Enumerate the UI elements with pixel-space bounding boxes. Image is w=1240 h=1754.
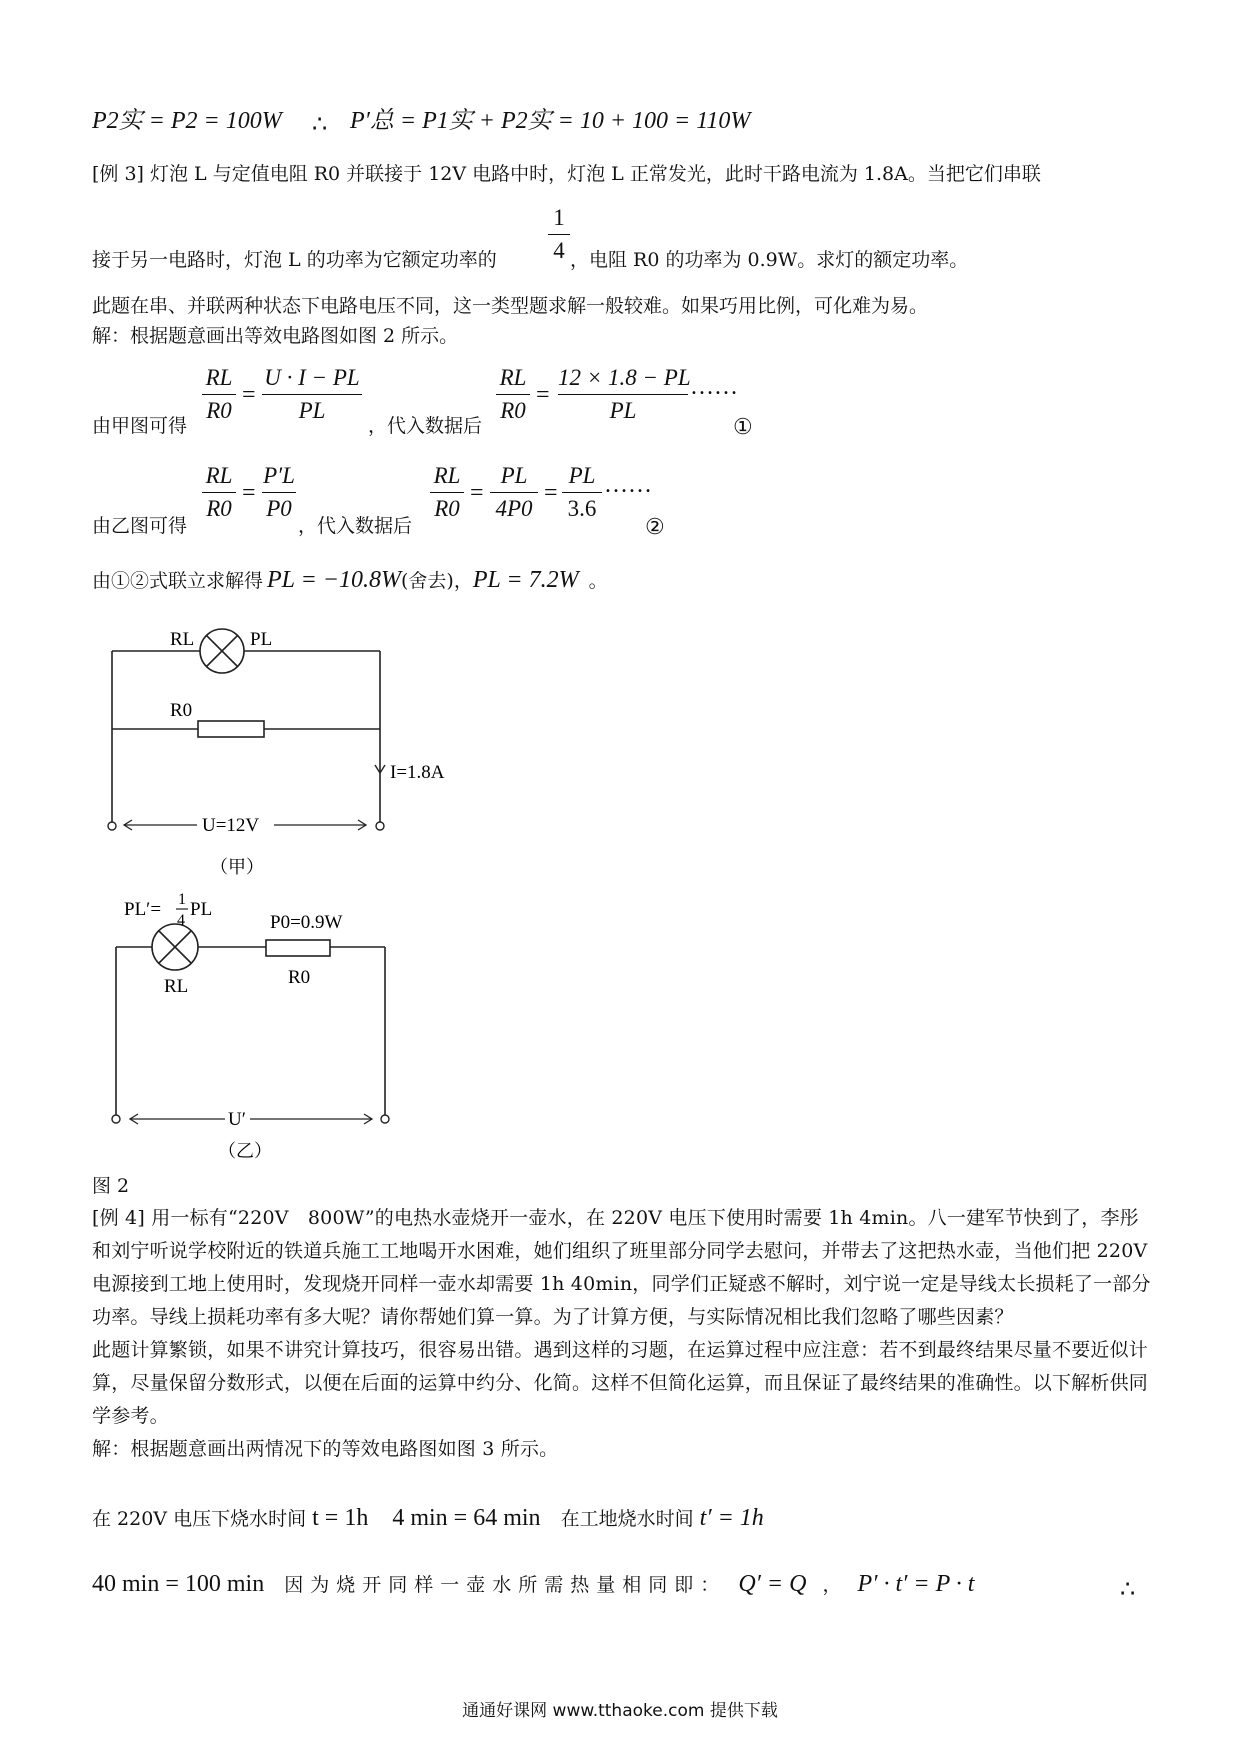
eq2-fraction-3: RL R0 (430, 462, 464, 523)
label-r0: R0 (288, 967, 311, 988)
eq1-mid: ，代入数据后 (368, 415, 483, 437)
final-eq-c: P′ · t′ = P · t (857, 1571, 975, 1597)
example3-line2a: 接于另一电路时，灯泡 L 的功率为它额定功率的 (92, 249, 497, 271)
solution-eq1: PL = −10.8W (267, 567, 401, 593)
time-b-prefix: 在工地烧水时间 (560, 1508, 694, 1530)
figure-label: 图 2 (92, 1175, 130, 1197)
voltage-arrow-icon (130, 1114, 372, 1124)
eq2-prefix: 由乙图可得 (92, 515, 188, 537)
solution-sep: ， (453, 570, 473, 592)
time-b-equation: t′ = 1h (699, 1505, 764, 1531)
quarter-fraction: 1 4 (548, 204, 570, 265)
eq1-fraction-3: RL R0 (496, 364, 530, 425)
resistor-icon (198, 721, 264, 737)
time-a-equation: t = 1h 4 min = 64 min (312, 1505, 541, 1531)
example3-line3: 此题在串、并联两种状态下电路电压不同，这一类型题求解一般较难。如果巧用比例，可化难为易。 (92, 295, 929, 317)
eq2-equals-3: = (544, 480, 558, 506)
example3-line1: [例 3] 灯泡 L 与定值电阻 R0 并联接于 12V 电路中时，灯泡 L 正常发光，此时干路电流为 1.8A。当把它们串联 (92, 163, 1041, 185)
eq1-dots: …… (690, 374, 738, 400)
eq1-fraction-4: 12 × 1.8 − PL PL (558, 365, 691, 423)
final-eq-b: Q′ = Q (738, 1571, 807, 1597)
eq2-mid: ，代入数据后 (298, 515, 413, 537)
caption-jia: （甲） (210, 857, 264, 877)
label-pl-prime: PL′= (124, 899, 162, 920)
label-pl-frac-num: 1 (178, 891, 186, 908)
circuit-diagram-parallel (80, 615, 500, 885)
eq2-fraction-1: RL R0 (202, 462, 236, 523)
eq2-mark: ② (645, 515, 665, 540)
example3-line4: 解：根据题意画出等效电路图如图 2 所示。 (92, 325, 459, 347)
top-right-equation: P′总 = P1实 + P2实 = 10 + 100 = 110W (350, 108, 751, 134)
example4-paragraph-1: [例 4] 用一标有“220V 800W”的电热水壶烧开一壶水，在 220V 电压下使用时需要 1h 4min。八一建军节快到了，李彤和刘宁听说学校附近的铁道兵施工工地喝开水困难，她们组织了班里部分同学去慰问，并带去了这把热水壶，当他们把 220V 电源接到工地上使用时，发现烧开同样一壶水却需要 1h 40min，同学们正疑惑不解时，刘宁说一定是导线太长损耗了一部分功率。导线上损耗功率有多大呢？请你帮她们算一算。为了计算方便，与实际情况相比我们忽略了哪些因素？ (92, 1207, 1151, 1328)
time-line (92, 1504, 764, 1533)
label-p0: P0=0.9W (270, 912, 343, 933)
eq2-equals-2: = (470, 480, 484, 506)
solution-note: (舍去) (400, 570, 454, 592)
example3-line2b: ，电阻 R0 的功率为 0.9W。求灯的额定功率。 (570, 249, 969, 271)
eq1-fraction-1: RL R0 (202, 364, 236, 425)
circuit-diagram-series (80, 885, 500, 1165)
label-voltage: U′ (228, 1109, 246, 1130)
label-rl: RL (164, 976, 189, 997)
example4-paragraph-3: 解：根据题意画出两情况下的等效电路图如图 3 所示。 (92, 1438, 559, 1460)
lamp-icon (152, 924, 198, 970)
final-sep: ， (822, 1574, 842, 1596)
top-left-equation: P2实 = P2 = 100W (92, 108, 282, 134)
eq1-equals-1: = (242, 382, 256, 408)
resistor-icon (266, 940, 330, 956)
label-r0: R0 (170, 700, 193, 721)
final-text: 因为烧开同样一壶水所需热量相同即： (284, 1574, 727, 1596)
final-therefore: ∴ (1120, 1577, 1136, 1603)
eq1-prefix: 由甲图可得 (92, 415, 188, 437)
label-rl: RL (170, 629, 195, 650)
caption-yi: （乙） (218, 1141, 272, 1161)
solution-line (92, 566, 608, 595)
final-eq-a: 40 min = 100 min (92, 1571, 265, 1597)
eq1-mark: ① (733, 415, 753, 440)
example4-paragraph-2: 此题计算繁锁，如果不讲究计算技巧，很容易出错。遇到这样的习题，在运算过程中应注意：若不到最终结果尽量不要近似计算，尽量保留分数形式，以便在后面的运算中约分、化简。这样不但简化运算，而且保证了最终结果的准确性。以下解析供同学参考。 (92, 1339, 1149, 1427)
eq2-fraction-2: P′L P0 (263, 463, 295, 521)
label-pl-tail: PL (190, 899, 213, 920)
time-a-prefix: 在 220V 电压下烧水时间 (92, 1508, 307, 1530)
label-pl: PL (250, 629, 273, 650)
label-pl-frac-den: 4 (177, 912, 185, 929)
solution-eq2: PL = 7.2W (472, 567, 579, 593)
eq2-fraction-5: PL 3.6 (562, 462, 602, 523)
eq1-equals-2: = (536, 382, 550, 408)
eq2-fraction-4: PL 4P0 (490, 462, 538, 523)
label-voltage: U=12V (202, 815, 260, 836)
eq1-fraction-2: U · I − PL PL (262, 364, 362, 425)
solution-prefix: 由①②式联立求解得 (92, 570, 264, 592)
final-line (92, 1570, 1152, 1603)
label-current: I=1.8A (390, 762, 445, 783)
eq2-dots: …… (604, 472, 652, 498)
lamp-icon (200, 629, 244, 673)
solution-end: 。 (588, 570, 608, 592)
therefore-symbol: ∴ (312, 112, 328, 138)
eq2-equals-1: = (242, 480, 256, 506)
page-footer: 通通好课网 www.tthaoke.com 提供下载 (462, 1701, 778, 1721)
